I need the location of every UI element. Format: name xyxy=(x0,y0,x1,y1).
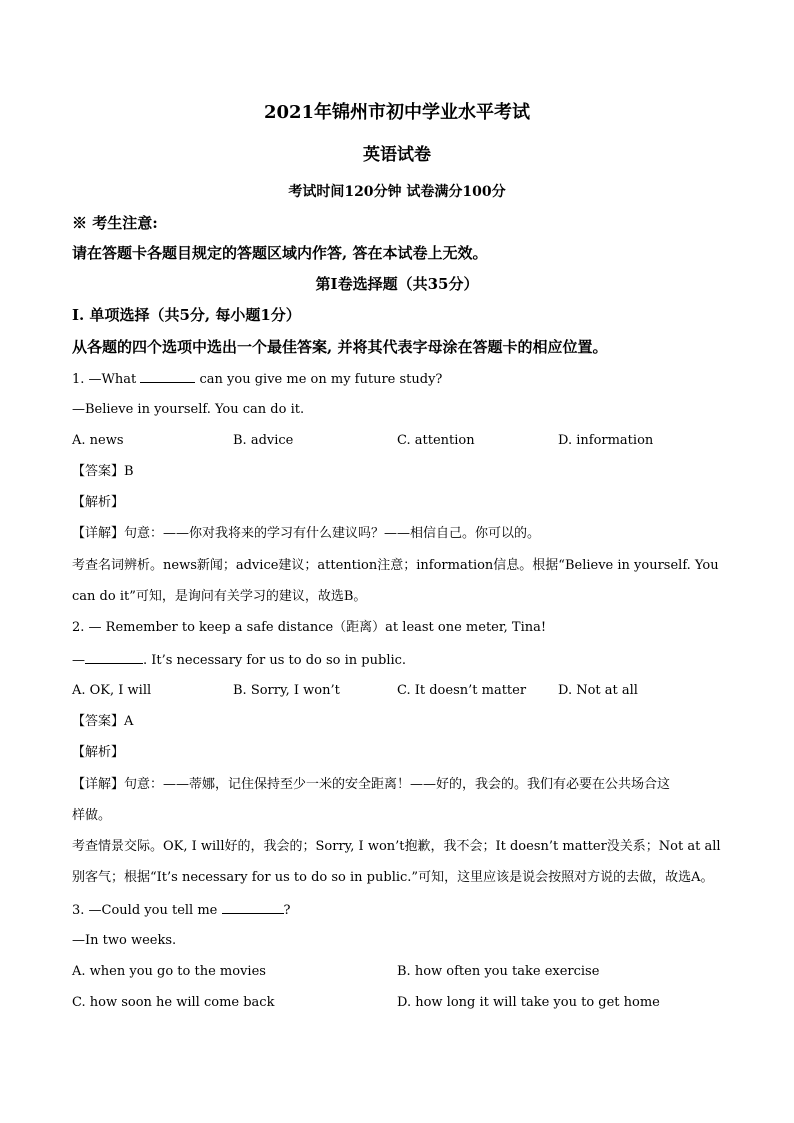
q3-stem-start: 3. —Could you tell me xyxy=(72,903,222,918)
q1-blank xyxy=(140,370,195,383)
q1-stem xyxy=(72,370,734,389)
exam-info: 考试时间120分钟 试卷满分100分 xyxy=(288,184,506,200)
section-title: I. 单项选择（共5分, 每小题1分） xyxy=(72,306,301,324)
q1-analysis-label: 【解析】 xyxy=(72,495,125,510)
q1-option-b: B. advice xyxy=(233,433,294,448)
q1-explain-line2: can do it”可知，是询问有关学习的建议，故选B。 xyxy=(72,589,367,604)
q1-detail: 【详解】句意：——你对我将来的学习有什么建议吗？——相信自己。你可以的。 xyxy=(72,526,541,541)
q3-option-b: B. how often you take exercise xyxy=(397,964,600,979)
q1-explain-line1: 考查名词辨析。news新闻；advice建议；attention注意；information信息。根据“Believe in yourself. You xyxy=(72,558,719,573)
q1-stem-start: 1. —What xyxy=(72,372,141,387)
q1-reply: —Believe in yourself. You can do it. xyxy=(72,402,305,417)
q2-answer-value: A xyxy=(124,714,134,729)
q1-option-d: D. information xyxy=(558,433,654,448)
q1-stem-end: can you give me on my future study? xyxy=(195,372,443,387)
q2-detail-line1: 【详解】句意：——蒂娜，记住保持至少一米的安全距离！——好的，我会的。我们有必要在公共场合这 xyxy=(72,777,671,792)
q1-option-c: C. attention xyxy=(397,433,475,448)
q2-blank xyxy=(85,651,143,664)
q2-option-b: B. Sorry, I won’t xyxy=(233,683,340,698)
q2-option-c: C. It doesn’t matter xyxy=(397,683,527,698)
q2-option-d: D. Not at all xyxy=(558,683,638,698)
q3-reply: —In two weeks. xyxy=(72,933,177,948)
q3-option-c: C. how soon he will come back xyxy=(72,995,275,1010)
subject-title: 英语试卷 xyxy=(363,145,431,165)
q2-detail-line2: 样做。 xyxy=(72,808,112,823)
q3-stem-end: ? xyxy=(283,903,291,918)
q3-option-a: A. when you go to the movies xyxy=(72,964,266,979)
part-title: 第I卷选择题（共35分） xyxy=(315,275,479,293)
q2-answer xyxy=(72,713,734,731)
exam-title: 2021年锦州市初中学业水平考试 xyxy=(263,102,531,123)
q2-reply-end: . It’s necessary for us to do so in public. xyxy=(143,653,407,668)
q3-stem xyxy=(72,901,734,920)
q3-blank xyxy=(222,901,284,914)
notice-text: 请在答题卡各题目规定的答题区域内作答, 答在本试卷上无效。 xyxy=(72,244,488,262)
q1-answer xyxy=(72,463,734,481)
q1-answer-value: B xyxy=(124,464,134,479)
q1-option-a: A. news xyxy=(72,433,124,448)
q2-explain-line2: 别客气；根据“It’s necessary for us to do so in public.”可知，这里应该是说会按照对方说的去做，故选A。 xyxy=(72,870,714,885)
q2-analysis-label: 【解析】 xyxy=(72,745,125,760)
q2-reply-start: — xyxy=(72,653,85,668)
q2-stem: 2. — Remember to keep a safe distance（距离）at least one meter, Tina! xyxy=(72,620,547,635)
q2-explain-line1: 考查情景交际。OK, I will好的，我会的；Sorry, I won’t抱歉，我不会；It doesn’t matter没关系；Not at all xyxy=(72,839,721,854)
notice-label: ※ 考生注意: xyxy=(72,214,158,232)
q3-option-d: D. how long it will take you to get home xyxy=(397,995,660,1010)
q2-option-a: A. OK, I will xyxy=(72,683,152,698)
section-instruction: 从各题的四个选项中选出一个最佳答案, 并将其代表字母涂在答题卡的相应位置。 xyxy=(72,338,608,356)
q2-reply xyxy=(72,651,734,670)
q2-answer-label: 【答案】 xyxy=(72,714,125,729)
q1-answer-label: 【答案】 xyxy=(72,464,125,479)
